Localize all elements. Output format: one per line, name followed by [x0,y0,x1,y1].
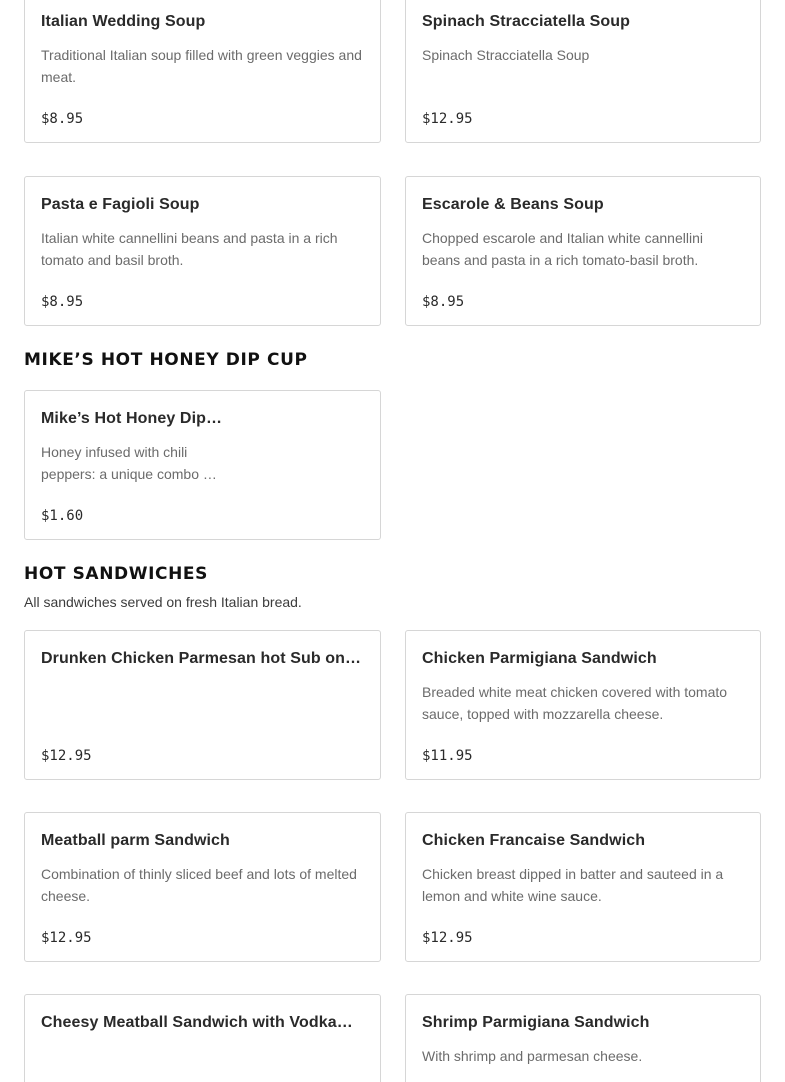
menu-item-card[interactable] [24,176,381,326]
menu-item-name: Drunken Chicken Parmesan hot Sub on… [41,650,362,667]
menu-item-card[interactable] [405,812,761,962]
menu-item-card[interactable] [405,630,761,780]
menu-item-card[interactable] [405,176,761,326]
section-title-hot-sandwiches: HOT SANDWICHES [24,564,208,584]
menu-item-name: Meatball parm Sandwich [41,832,230,849]
menu-item-card[interactable] [24,812,381,962]
menu-item-name: Shrimp Parmigiana Sandwich [422,1014,650,1031]
menu-item-card[interactable] [24,630,381,780]
menu-item-name: Chicken Francaise Sandwich [422,832,646,849]
menu-item-name: Italian Wedding Soup [41,13,206,30]
menu-item-card[interactable] [24,390,381,540]
menu-item-price: $8.95 [41,111,84,127]
menu-item-price: $11.95 [422,748,473,764]
menu-item-card[interactable] [24,994,381,1082]
menu-item-description: Combination of thinly sliced beef and lots of melted cheese. [41,866,357,904]
menu-item-description: Breaded white meat chicken covered with tomato sauce, topped with mozzarella cheese. [422,684,728,722]
menu-item-card[interactable] [405,0,761,143]
menu-item-description: Chicken breast dipped in batter and sauteed in a lemon and white wine sauce. [422,866,724,904]
menu-item-name: Spinach Stracciatella Soup [422,13,630,30]
menu-item-price: $12.95 [422,930,473,946]
menu-item-name: Chicken Parmigiana Sandwich [422,650,657,667]
menu-item-price: $1.60 [41,508,84,524]
section-title-honey-dip: MIKE’S HOT HONEY DIP CUP [24,350,308,370]
menu-item-description: With shrimp and parmesan cheese. [422,1048,643,1064]
menu-item-name: Mike’s Hot Honey Dip… [41,410,223,427]
menu-item-price: $12.95 [41,748,92,764]
menu-item-description: Chopped escarole and Italian white cannellini beans and pasta in a rich tomato-basil broth. [422,230,703,268]
menu-item-price: $8.95 [41,294,84,310]
menu-item-name: Escarole & Beans Soup [422,196,604,213]
menu-item-description: Italian white cannellini beans and pasta in a rich tomato and basil broth. [41,230,338,268]
menu-item-name: Cheesy Meatball Sandwich with Vodka… [41,1014,353,1031]
menu-item-description: Traditional Italian soup filled with green veggies and meat. [41,47,362,85]
menu-item-price: $8.95 [422,294,465,310]
menu-item-name: Pasta e Fagioli Soup [41,196,200,213]
menu-item-description: Spinach Stracciatella Soup [422,47,590,63]
section-subtitle: All sandwiches served on fresh Italian bread. [24,594,302,610]
menu-item-card[interactable] [24,0,381,143]
menu-item-price: $12.95 [422,111,473,127]
menu-item-card[interactable] [405,994,761,1082]
menu-item-price: $12.95 [41,930,92,946]
menu-item-description: Honey infused with chili peppers: a unique combo … [41,444,217,482]
